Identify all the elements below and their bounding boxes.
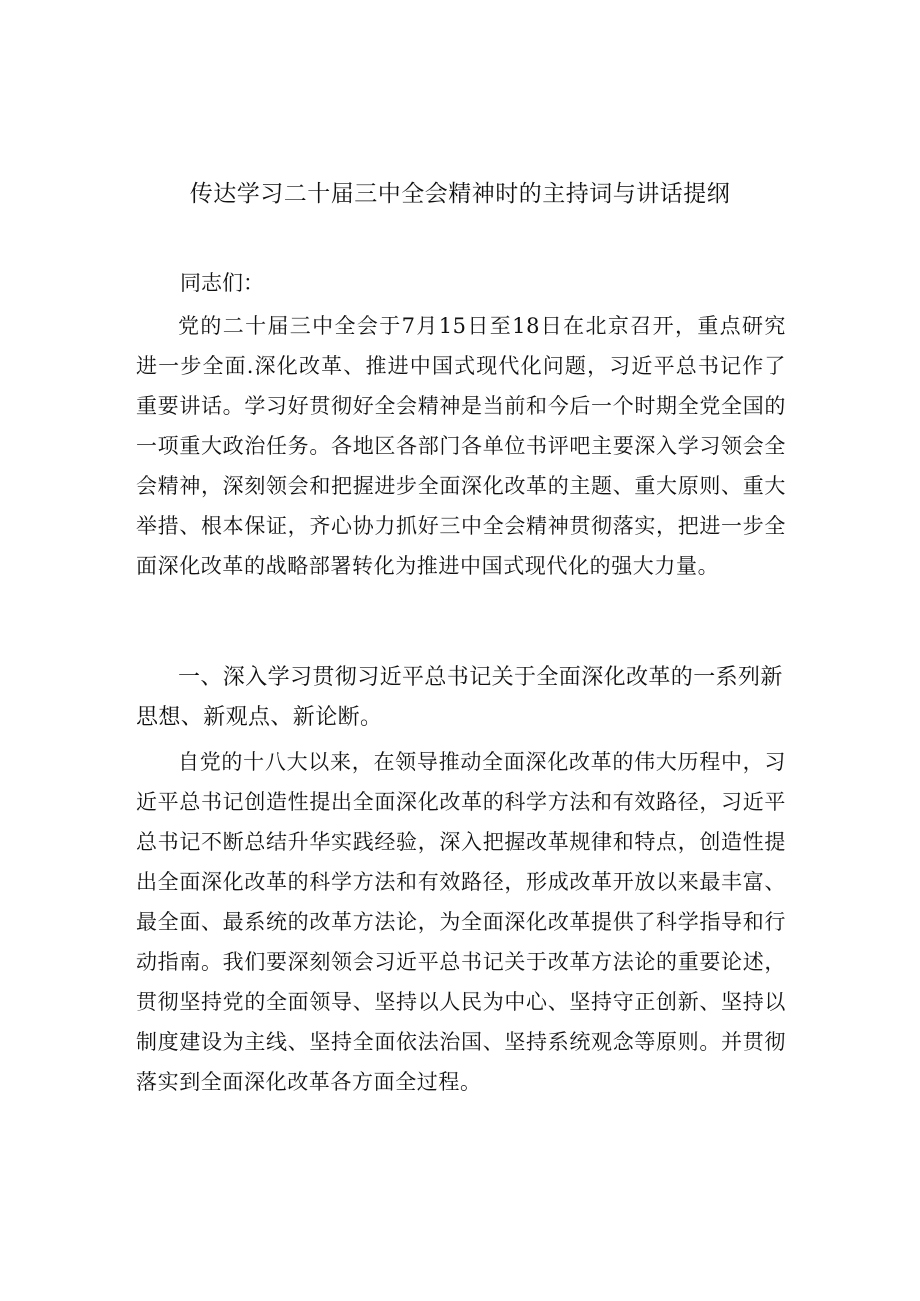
document-title: 传达学习二十届三中全会精神时的主持词与讲话提纲 — [189, 181, 731, 207]
body-paragraph-1: 党的二十届三中全会于7月15日至18日在北京召开，重点研究进一步全面.深化改革、推进中国式现代化问题，习近平总书记作了重要讲话。学习好贯彻好全会精神是当前和今后一个时期全党全国的一项重大政治任务。各地区各部门各单位书评吧主要深入学习领会全会精神，深刻领会和把握进步全面深化改革的主题、重大原则、重大举措、根本保证，齐心协力抓好三中全会精神贯彻落实，把进一步全面深化改革的战略部署转化为推进中国式现代化的强大力量。 — [136, 314, 786, 578]
section-heading-1: 一、深入学习贯彻习近平总书记关于全面深化改革的一系列新思想、新观点、新论断。 — [136, 665, 783, 730]
body-paragraph-2: 自党的十八大以来，在领导推动全面深化改革的伟大历程中，习近平总书记创造性提出全面深化改革的科学方法和有效路径，习近平总书记不断总结升华实践经验，深入把握改革规律和特点，创造性提出全面深化改革的科学方法和有效路径，形成改革开放以来最丰富、最全面、最系统的改革方法论，为全面深化改革提供了科学指导和行动指南。我们要深刻领会习近平总书记关于改革方法论的重要论述，贯彻坚持党的全面领导、坚持以人民为中心、坚持守正创新、坚持以制度建设为主线、坚持全面依法治国、坚持系统观念等原则。并贯彻落实到全面深化改革各方面全过程。 — [136, 750, 786, 1094]
salutation: 同志们： — [180, 271, 264, 295]
